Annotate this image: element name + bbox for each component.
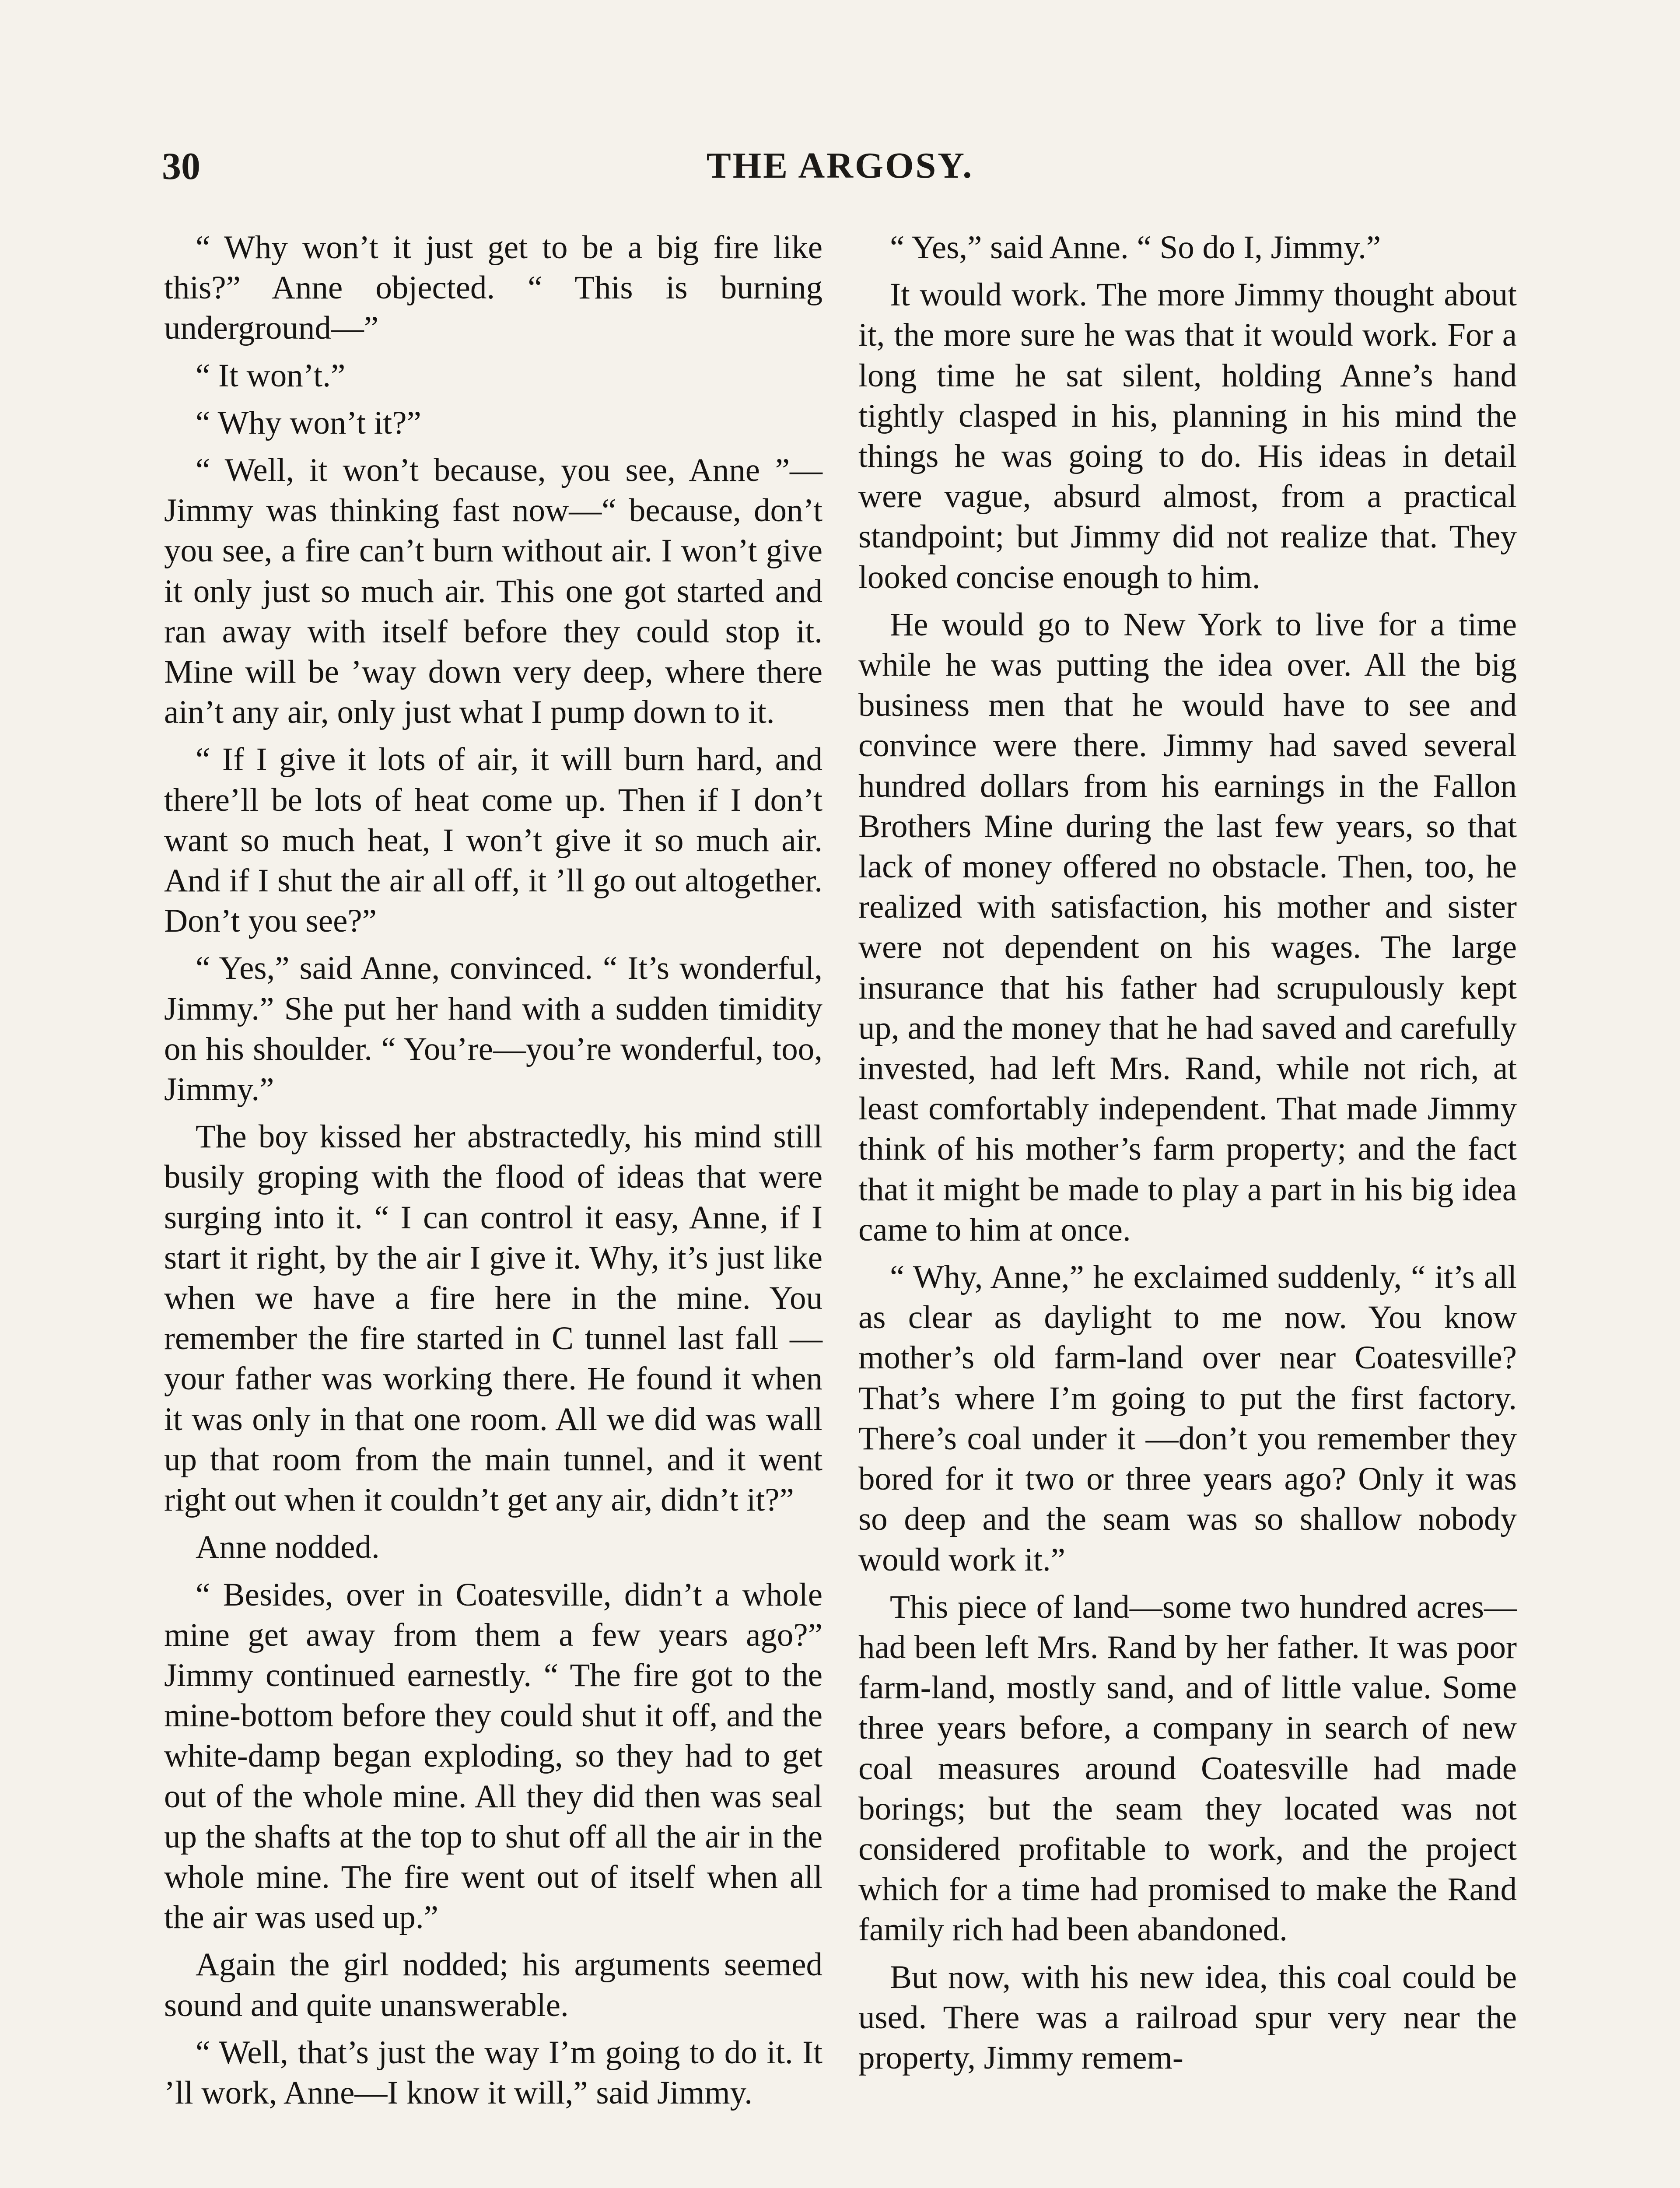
paragraph: “ Well, that’s just the way I’m going to do it. It ’ll work, Anne—I know it will,” said Jimmy. (164, 2034, 822, 2111)
paragraph: It would work. The more Jimmy thought about it, the more sure he was that it would work. For a long time he sat silent, holding Anne’s hand tightly clasped in his, planning in his mind the things he was going to do. His ideas in detail were vague, absurd almost, from a practical standpoint; but Jimmy did not realize that. They looked concise enough to him. (858, 277, 1517, 596)
paragraph: “ Why won’t it just get to be a big fire like this?” Anne objected. “ This is burning underground—” (164, 229, 822, 347)
right-column (858, 228, 1517, 2085)
paragraph: “ If I give it lots of air, it will burn hard, and there’ll be lots of heat come up. Then if I don’t want so much heat, I won’t give it so much air. And if I shut the air all off, it ’ll go out altogether. Don’t you see?” (164, 741, 822, 940)
paragraph: “ Yes,” said Anne. “ So do I, Jimmy.” (890, 229, 1381, 266)
paragraph: “ Why won’t it?” (196, 404, 421, 441)
paragraph: The boy kissed her abstractedly, his mind still busily groping with the flood of ideas that were surging into it. “ I can control it easy, Anne, if I start it right, by the air I give it. Why, it’s just like when we have a fire here in the mine. You remember the fire started in C tunnel last fall —your father was working there. He found it when it was only in that one room. All we did was wall up that room from the main tunnel, and it went right out when it couldn’t get any air, didn’t it?” (164, 1119, 822, 1518)
left-column (164, 228, 822, 2120)
paragraph: He would go to New York to live for a time while he was putting the idea over. All the big business men that he would have to see and convince were there. Jimmy had saved several hundred dollars from his earnings in the Fallon Brothers Mine during the last few years, so that lack of money offered no obstacle. Then, too, he realized with satisfaction, his mother and sister were not dependent on his wages. The large insurance that his father had scrupulously kept up, and the money that he had saved and carefully invested, had left Mrs. Rand, while not rich, at least comfortably independent. That made Jimmy think of his mother’s farm property; and the fact that it might be made to play a part in his big idea came to him at once. (858, 606, 1517, 1248)
paragraph: “ It won’t.” (196, 357, 346, 394)
paragraph: “ Why, Anne,” he exclaimed suddenly, “ it’s all as clear as daylight to me now. You know mother’s old farm-land over near Coatesville? That’s where I’m going to put the first factory. There’s coal under it —don’t you remember they bored for it two or three years ago? Only it was so deep and the seam was so shallow nobody would work it.” (858, 1259, 1517, 1578)
paragraph: Again the girl nodded; his arguments seemed sound and quite unanswerable. (164, 1946, 822, 2023)
paragraph: This piece of land—some two hundred acres—had been left Mrs. Rand by her father. It was poor farm-land, mostly sand, and of little value. Some three years before, a company in search of new coal measures around Coatesville had made borings; but the seam they located was not considered profitable to work, and the project which for a time had promised to make the Rand family rich had been abandoned. (858, 1588, 1517, 1948)
paragraph: “ Besides, over in Coatesville, didn’t a whole mine get away from them a few years ago?” Jimmy continued earnestly. “ The fire got to the mine-bottom before they could shut it off, and the white-damp began exploding, so they had to get out of the whole mine. All they did then was seal up the shafts at the top to shut off all the air in the whole mine. The fire went out of itself when all the air was used up.” (164, 1576, 822, 1936)
paragraph: But now, with his new idea, this coal could be used. There was a railroad spur very near the property, Jimmy remem- (858, 1959, 1517, 2076)
paragraph: “ Yes,” said Anne, convinced. “ It’s wonderful, Jimmy.” She put her hand with a sudden timidity on his shoulder. “ You’re—you’re wonderful, too, Jimmy.” (164, 950, 822, 1108)
running-title: THE ARGOSY. (706, 145, 974, 186)
page-header (162, 144, 1518, 197)
paragraph: “ Well, it won’t because, you see, Anne ”—Jimmy was thinking fast now—“ because, don’t you see, a fire can’t burn without air. I won’t give it only just so much air. This one got started and ran away with itself before they could stop it. Mine will be ’way down very deep, where there ain’t any air, only just what I pump down to it. (164, 452, 822, 731)
paragraph: Anne nodded. (196, 1529, 380, 1566)
page-number: 30 (162, 145, 200, 188)
